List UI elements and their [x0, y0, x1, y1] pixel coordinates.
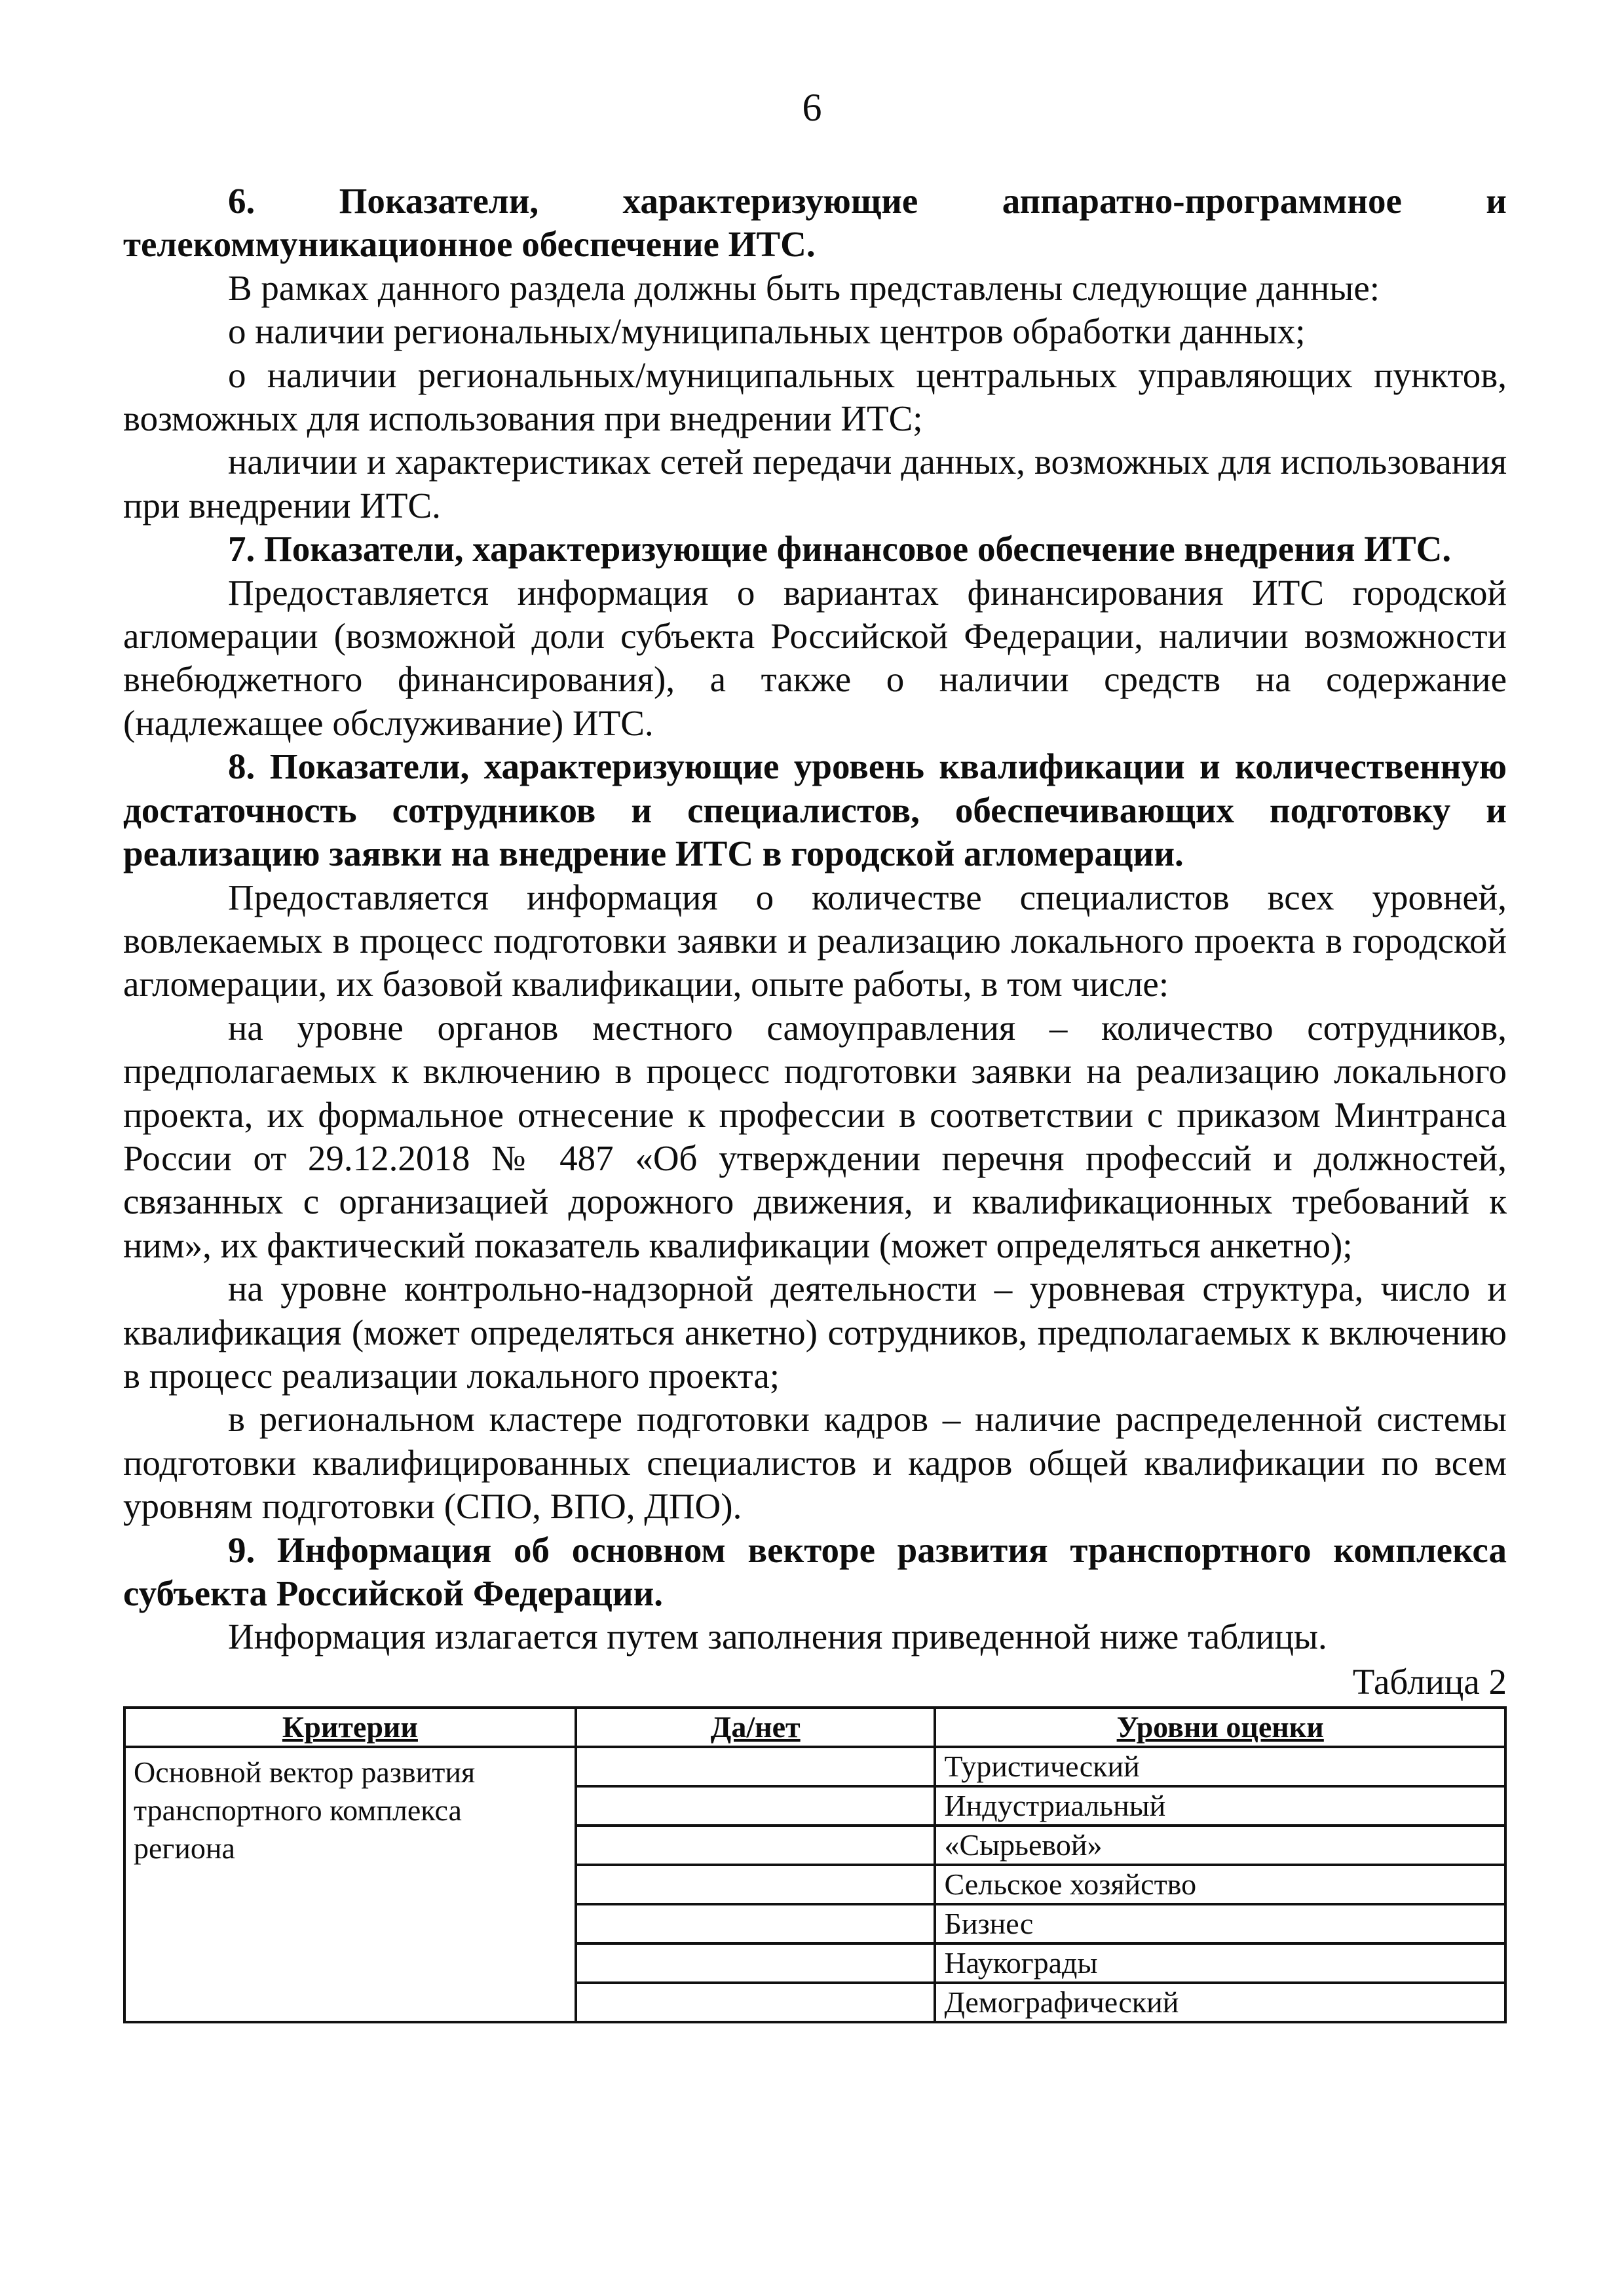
header-criteria: Критерии — [124, 1708, 576, 1747]
section-8-paragraph: Предоставляется информация о количестве специалистов всех уровней, вовлекаемых в процесс подготовки заявки и реализацию локального проекта в городской агломерации, их базовой квалификации, опыте работы, в том числе: — [123, 877, 1507, 1004]
section-9-title: 9. Информация об основном векторе развития транспортного комплекса субъекта Российской Федерации. — [123, 1529, 1507, 1613]
table-header-row — [124, 1708, 1505, 1747]
level-cell: Наукограды — [935, 1943, 1505, 1983]
section-6-paragraph: В рамках данного раздела должны быть представлены следующие данные: — [228, 267, 1380, 308]
yes-no-cell[interactable] — [576, 1786, 935, 1826]
yes-no-cell[interactable] — [576, 1904, 935, 1943]
table-row — [124, 1747, 1505, 1786]
level-cell: Индустриальный — [935, 1786, 1505, 1826]
section-6-paragraph: о наличии региональных/муниципальных центральных управляющих пунктов, возможных для использования при внедрении ИТС; — [123, 354, 1507, 439]
section-7-paragraph: Предоставляется информация о вариантах финансирования ИТС городской агломерации (возможной доли субъекта Российской Федерации, наличии возможности внебюджетного финансирования), а также о наличии средств на содержание (надлежащее обслуживание) ИТС. — [123, 572, 1507, 743]
yes-no-cell[interactable] — [576, 1943, 935, 1983]
level-cell: Туристический — [935, 1747, 1505, 1786]
section-6-paragraph: наличии и характеристиках сетей передачи данных, возможных для использования при внедрении ИТС. — [123, 442, 1507, 526]
section-8-paragraph: в региональном кластере подготовки кадров – наличие распределенной системы подготовки квалифицированных специалистов и кадров общей квалификации по всем уровням подготовки (СПО, ВПО, ДПО). — [123, 1399, 1507, 1527]
document-body — [123, 180, 1507, 2023]
section-8-title: 8. Показатели, характеризующие уровень квалификации и количественную достаточность сотрудников и специалистов, обеспечивающих подготовку и реализацию заявки на внедрение ИТС в городской агломерации. — [123, 746, 1507, 874]
section-6-paragraph: о наличии региональных/муниципальных центров обработки данных; — [228, 311, 1306, 352]
section-8-paragraph: на уровне контрольно-надзорной деятельности – уровневая структура, число и квалификация (может определяться анкетно) сотрудников, предполагаемых к включению в процесс реализации локального проекта; — [123, 1269, 1507, 1396]
table-caption: Таблица 2 — [1352, 1661, 1507, 1702]
level-cell: Демографический — [935, 1983, 1505, 2022]
yes-no-cell[interactable] — [576, 1983, 935, 2022]
criteria-table — [123, 1706, 1507, 2023]
yes-no-cell[interactable] — [576, 1865, 935, 1904]
section-9-paragraph: Информация излагается путем заполнения приведенной ниже таблицы. — [228, 1617, 1327, 1657]
criterion-cell: Основной вектор развития транспортного комплекса региона — [124, 1747, 576, 2022]
yes-no-cell[interactable] — [576, 1747, 935, 1786]
section-8-paragraph: на уровне органов местного самоуправления – количество сотрудников, предполагаемых к включению в процесс подготовки заявки на реализацию локального проекта, их формальное отнесение к профессии в соответствии с приказом Минтранса России от 29.12.2018 № 487 «Об утверждении перечня профессий и должностей, связанных с организацией дорожного движения, и квалификационных требований к ним», их фактический показатель квалификации (может определяться анкетно); — [123, 1007, 1507, 1265]
yes-no-cell[interactable] — [576, 1826, 935, 1865]
section-7-title: 7. Показатели, характеризующие финансовое обеспечение внедрения ИТС. — [228, 529, 1452, 569]
section-6-title: 6. Показатели, характеризующие аппаратно-программное и телекоммуникационное обеспечение ИТС. — [123, 181, 1507, 265]
header-yes-no: Да/нет — [576, 1708, 935, 1747]
page-number: 6 — [802, 86, 822, 129]
level-cell: Сельское хозяйство — [935, 1865, 1505, 1904]
level-cell: Бизнес — [935, 1904, 1505, 1943]
header-levels: Уровни оценки — [935, 1708, 1505, 1747]
level-cell: «Сырьевой» — [935, 1826, 1505, 1865]
